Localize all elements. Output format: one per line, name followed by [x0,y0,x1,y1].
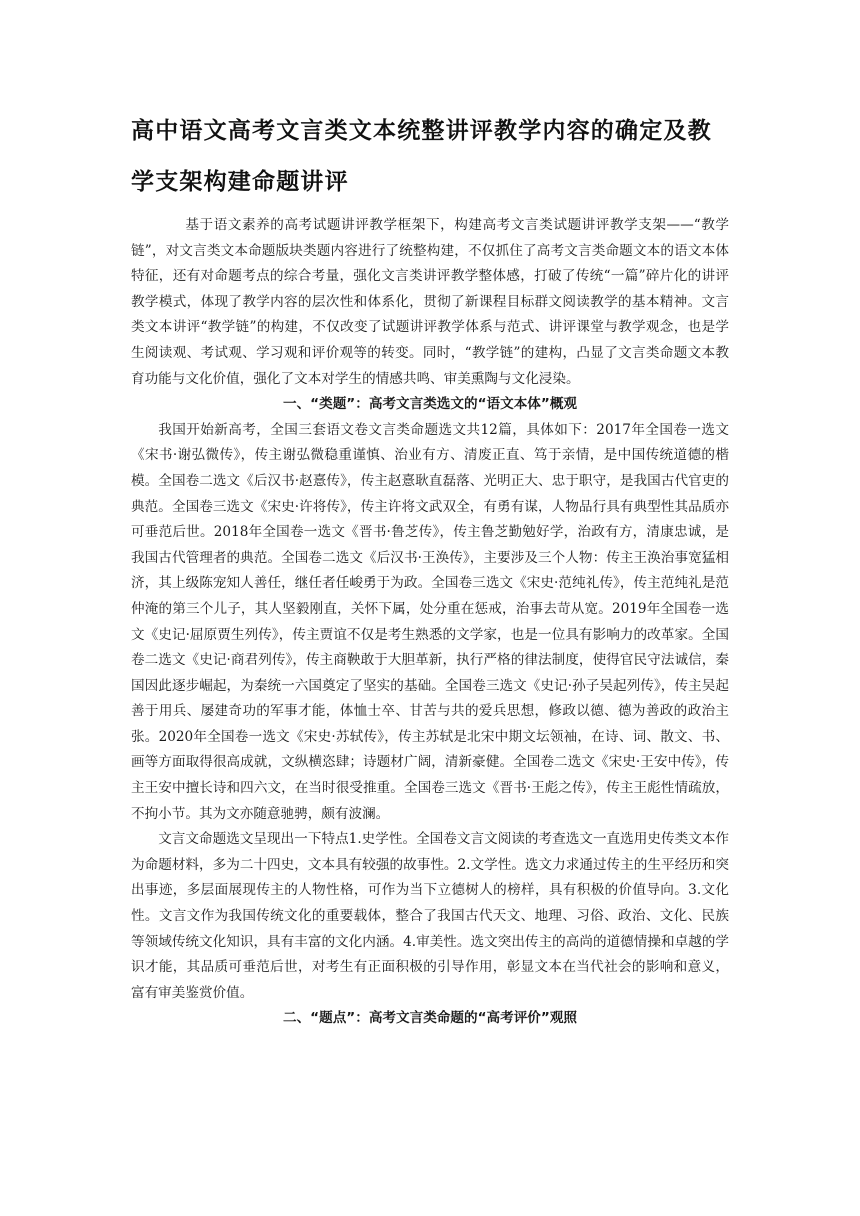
section-heading-1: 一、“类题”：高考文言类选文的“语文本体”概观 [282,396,578,413]
section-heading-2: 二、“题点”：高考文言类命题的“高考评价”观照 [282,1010,578,1027]
document-title: 高中语文高考文言类文本统整讲评教学内容的确定及教学支架构建命题讲评 [131,118,712,195]
document-body [131,213,729,1032]
section-1-paragraph-1: 我国开始新高考，全国三套语文卷文言类命题选文共12篇，具体如下：2017年全国卷一选文《宋书·谢弘微传》，传主谢弘微稳重谨慎、治业有方、清废正直、笃于亲情，是中国传统道德的楷模。全国卷二选文《后汉书·赵憙传》，传主赵憙耿直磊落、光明正大、忠于职守，是我国古代官吏的典范。全国卷三选文《宋史·许将传》，传主许将文武双全，有勇有谋，人物品行具有典型性其品质亦可垂范后世。2018年全国卷一选文《晋书·鲁芝传》，传主鲁芝勤勉好学，治政有方，清康忠诚，是我国古代管理者的典范。全国卷二选文《后汉书·王涣传》，主要涉及三个人物：传主王涣治事宽猛相济，其上级陈宠知人善任，继任者任峻勇于为政。全国卷三选文《宋史·范纯礼传》，传主范纯礼是范仲淹的第三个儿子，其人坚毅刚直，关怀下属，处分重在惩戒，治事去苛从宽。2019年全国卷一选文《史记·屈原贾生列传》，传主贾谊不仅是考生熟悉的文学家，也是一位具有影响力的改革家。全国卷二选文《史记·商君列传》，传主商鞅敢于大胆革新，执行严格的律法制度，使得官民守法诚信，秦国因此逐步崛起，为秦统一六国奠定了坚实的基础。全国卷三选文《史记·孙子吴起列传》，传主吴起善于用兵、屡建奇功的军事才能，体恤士卒、甘苦与共的爱兵思想，修政以德、德为善政的政治主张。2020年全国卷一选文《宋史·苏轼传》，传主苏轼是北宋中期文坛领袖，在诗、词、散文、书、画等方面取得很高成就，文纵横恣肆；诗题材广阔，清新豪健。全国卷二选文《宋史·王安中传》，传主王安中擅长诗和四六文，在当时很受推重。全国卷三选文《晋书·王彪之传》，传主王彪性情疏放，不拘小节。其为文亦随意驰骋，颇有波澜。 [131,421,729,822]
intro-paragraph: 基于语文素养的高考试题讲评教学框架下，构建高考文言类试题讲评教学支架——“教学链”，对文言类文本命题版块类题内容进行了统整构建，不仅抓住了高考文言类命题文本的语文本体特征，还有对命题考点的综合考量，强化文言类讲评教学整体感，打破了传统“一篇”碎片化的讲评教学模式，体现了教学内容的层次性和体系化，贯彻了新课程目标群文阅读教学的基本精神。文言类文本讲评“教学链”的构建，不仅改变了试题讲评教学体系与范式、讲评课堂与教学观念，也是学生阅读观、考试观、学习观和评价观等的转变。同时，“教学链”的建构，凸显了文言类命题文本教育功能与文化价值，强化了文本对学生的情感共鸣、审美熏陶与文化浸染。 [131,217,729,387]
section-1-paragraph-2: 文言文命题选文呈现出一下特点1.史学性。全国卷文言文阅读的考查选文一直选用史传类文本作为命题材料，多为二十四史，文本具有较强的故事性。2.文学性。选文力求通过传主的生平经历和突出事迹，多层面展现传主的人物性格，可作为当下立德树人的榜样，具有积极的价值导向。3.文化性。文言文作为我国传统文化的重要载体，整合了我国古代天文、地理、习俗、政治、文化、民族等领域传统文化知识，具有丰富的文化内涵。4.审美性。选文突出传主的高尚的道德情操和卓越的学识才能，其品质可垂范后世，对考生有正面积极的引导作用，彰显文本在当代社会的影响和意义，富有审美鉴赏价值。 [131,831,729,1001]
